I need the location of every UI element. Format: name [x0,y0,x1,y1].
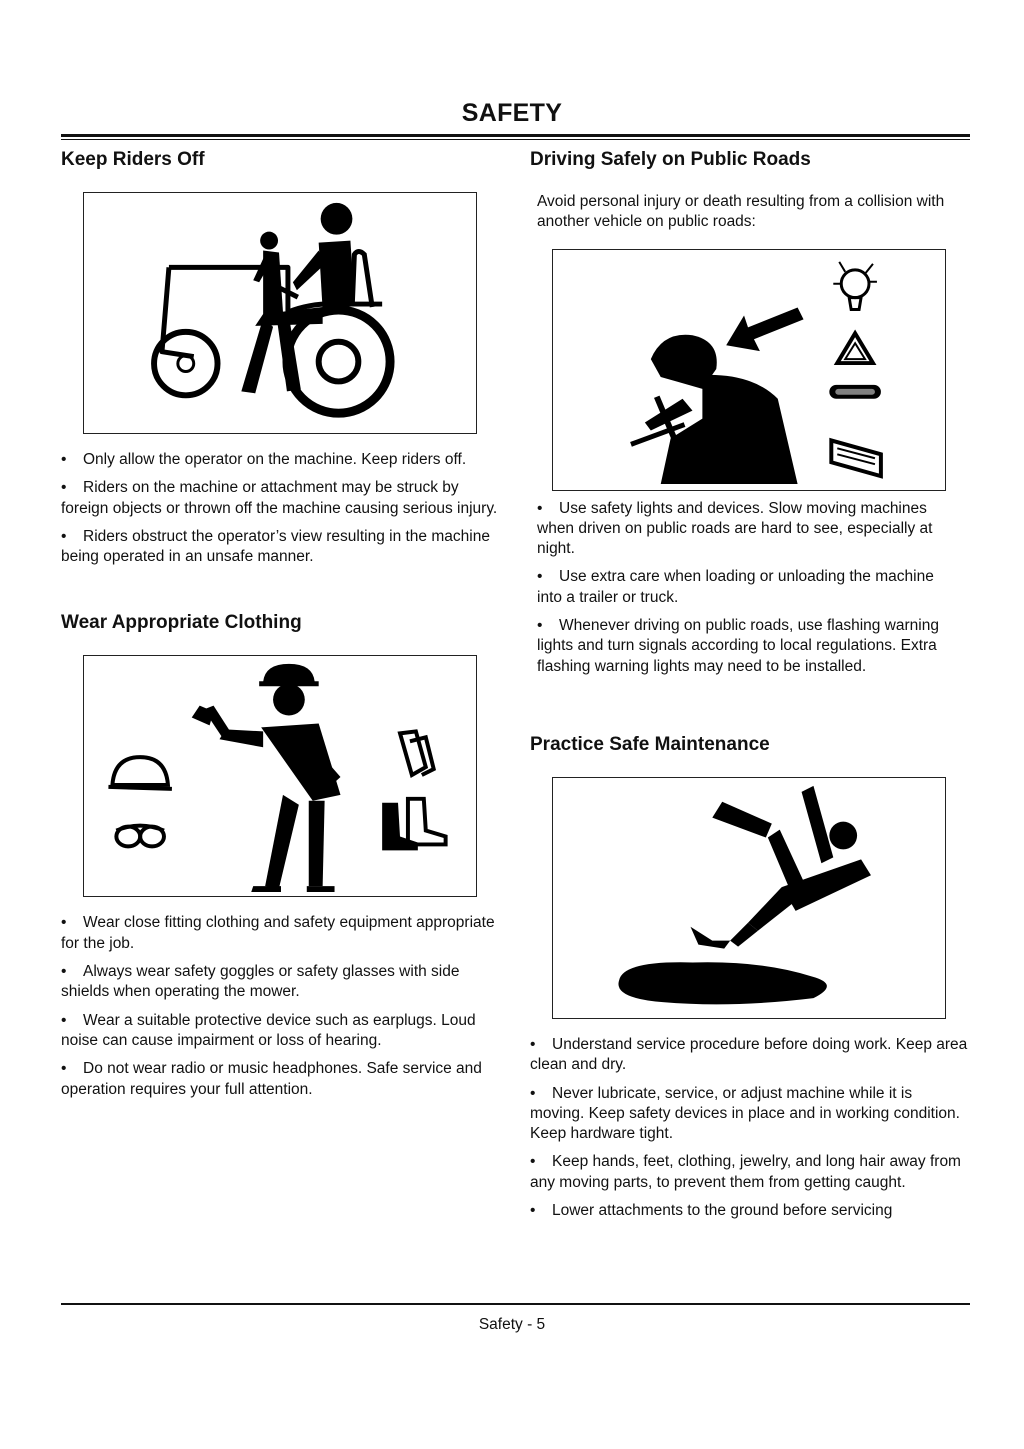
list-item: • Never lubricate, service, or adjust machine while it is moving. Keep safety devices in place and in working condition. Keep hardware tight. [530,1084,960,1143]
list-item: • Only allow the operator on the machine. Keep riders off. [61,451,467,468]
list-item: • Do not wear radio or music headphones. Safe service and operation requires your full attention. [61,1060,482,1098]
protective-clothing-icon [83,655,477,897]
public-roads-list [537,499,962,677]
safe-maintenance-heading: Practice Safe Maintenance [530,733,770,755]
page-title: SAFETY [461,99,563,127]
right-column [530,146,970,1229]
footer-rule [61,1303,970,1305]
safe-maintenance-list [530,1035,970,1221]
title-rule-thin [61,139,970,140]
page-footer: Safety - 5 [478,1316,546,1333]
list-item: • Riders obstruct the operator’s view resulting in the machine being operated in an unsafe manner. [61,527,490,566]
public-roads-intro: Avoid personal injury or death resulting from a collision with another vehicle on public roads: [537,193,945,231]
keep-riders-off-list [61,450,501,567]
public-roads-heading: Driving Safely on Public Roads [530,149,811,170]
list-item: • Use safety lights and devices. Slow moving machines when driven on public roads are hard to see, especially at night. [537,499,933,558]
list-item: • Lower attachments to the ground before servicing [530,1202,893,1220]
slip-fall-icon [552,777,946,1019]
list-item: • Wear a suitable protective device such as earplugs. Loud noise can cause impairment or loss of hearing. [61,1011,476,1049]
public-road-warning-icon [552,249,946,491]
left-column [61,146,501,1108]
wear-clothing-heading: Wear Appropriate Clothing [61,612,302,634]
list-item: • Understand service procedure before doing work. Keep area clean and dry. [530,1035,968,1074]
keep-riders-off-heading: Keep Riders Off [61,149,205,170]
tractor-with-rider-icon [83,192,477,434]
list-item: • Use extra care when loading or unloading the machine into a trailer or truck. [537,568,934,606]
list-item: • Keep hands, feet, clothing, jewelry, and long hair away from any moving parts, to prevent them from getting caught. [530,1153,961,1191]
list-item: • Wear close fitting clothing and safety equipment appropriate for the job. [61,914,495,952]
wear-clothing-list [61,913,501,1099]
title-rule [61,134,970,137]
list-item: • Always wear safety goggles or safety glasses with side shields when operating the mower. [61,963,460,1001]
list-item: • Riders on the machine or attachment may be struck by foreign objects or thrown off the machine causing serious injury. [61,479,498,517]
list-item: • Whenever driving on public roads, use flashing warning lights and turn signals according to local regulations. Extra flashing warning lights may need to be installed. [537,617,939,675]
